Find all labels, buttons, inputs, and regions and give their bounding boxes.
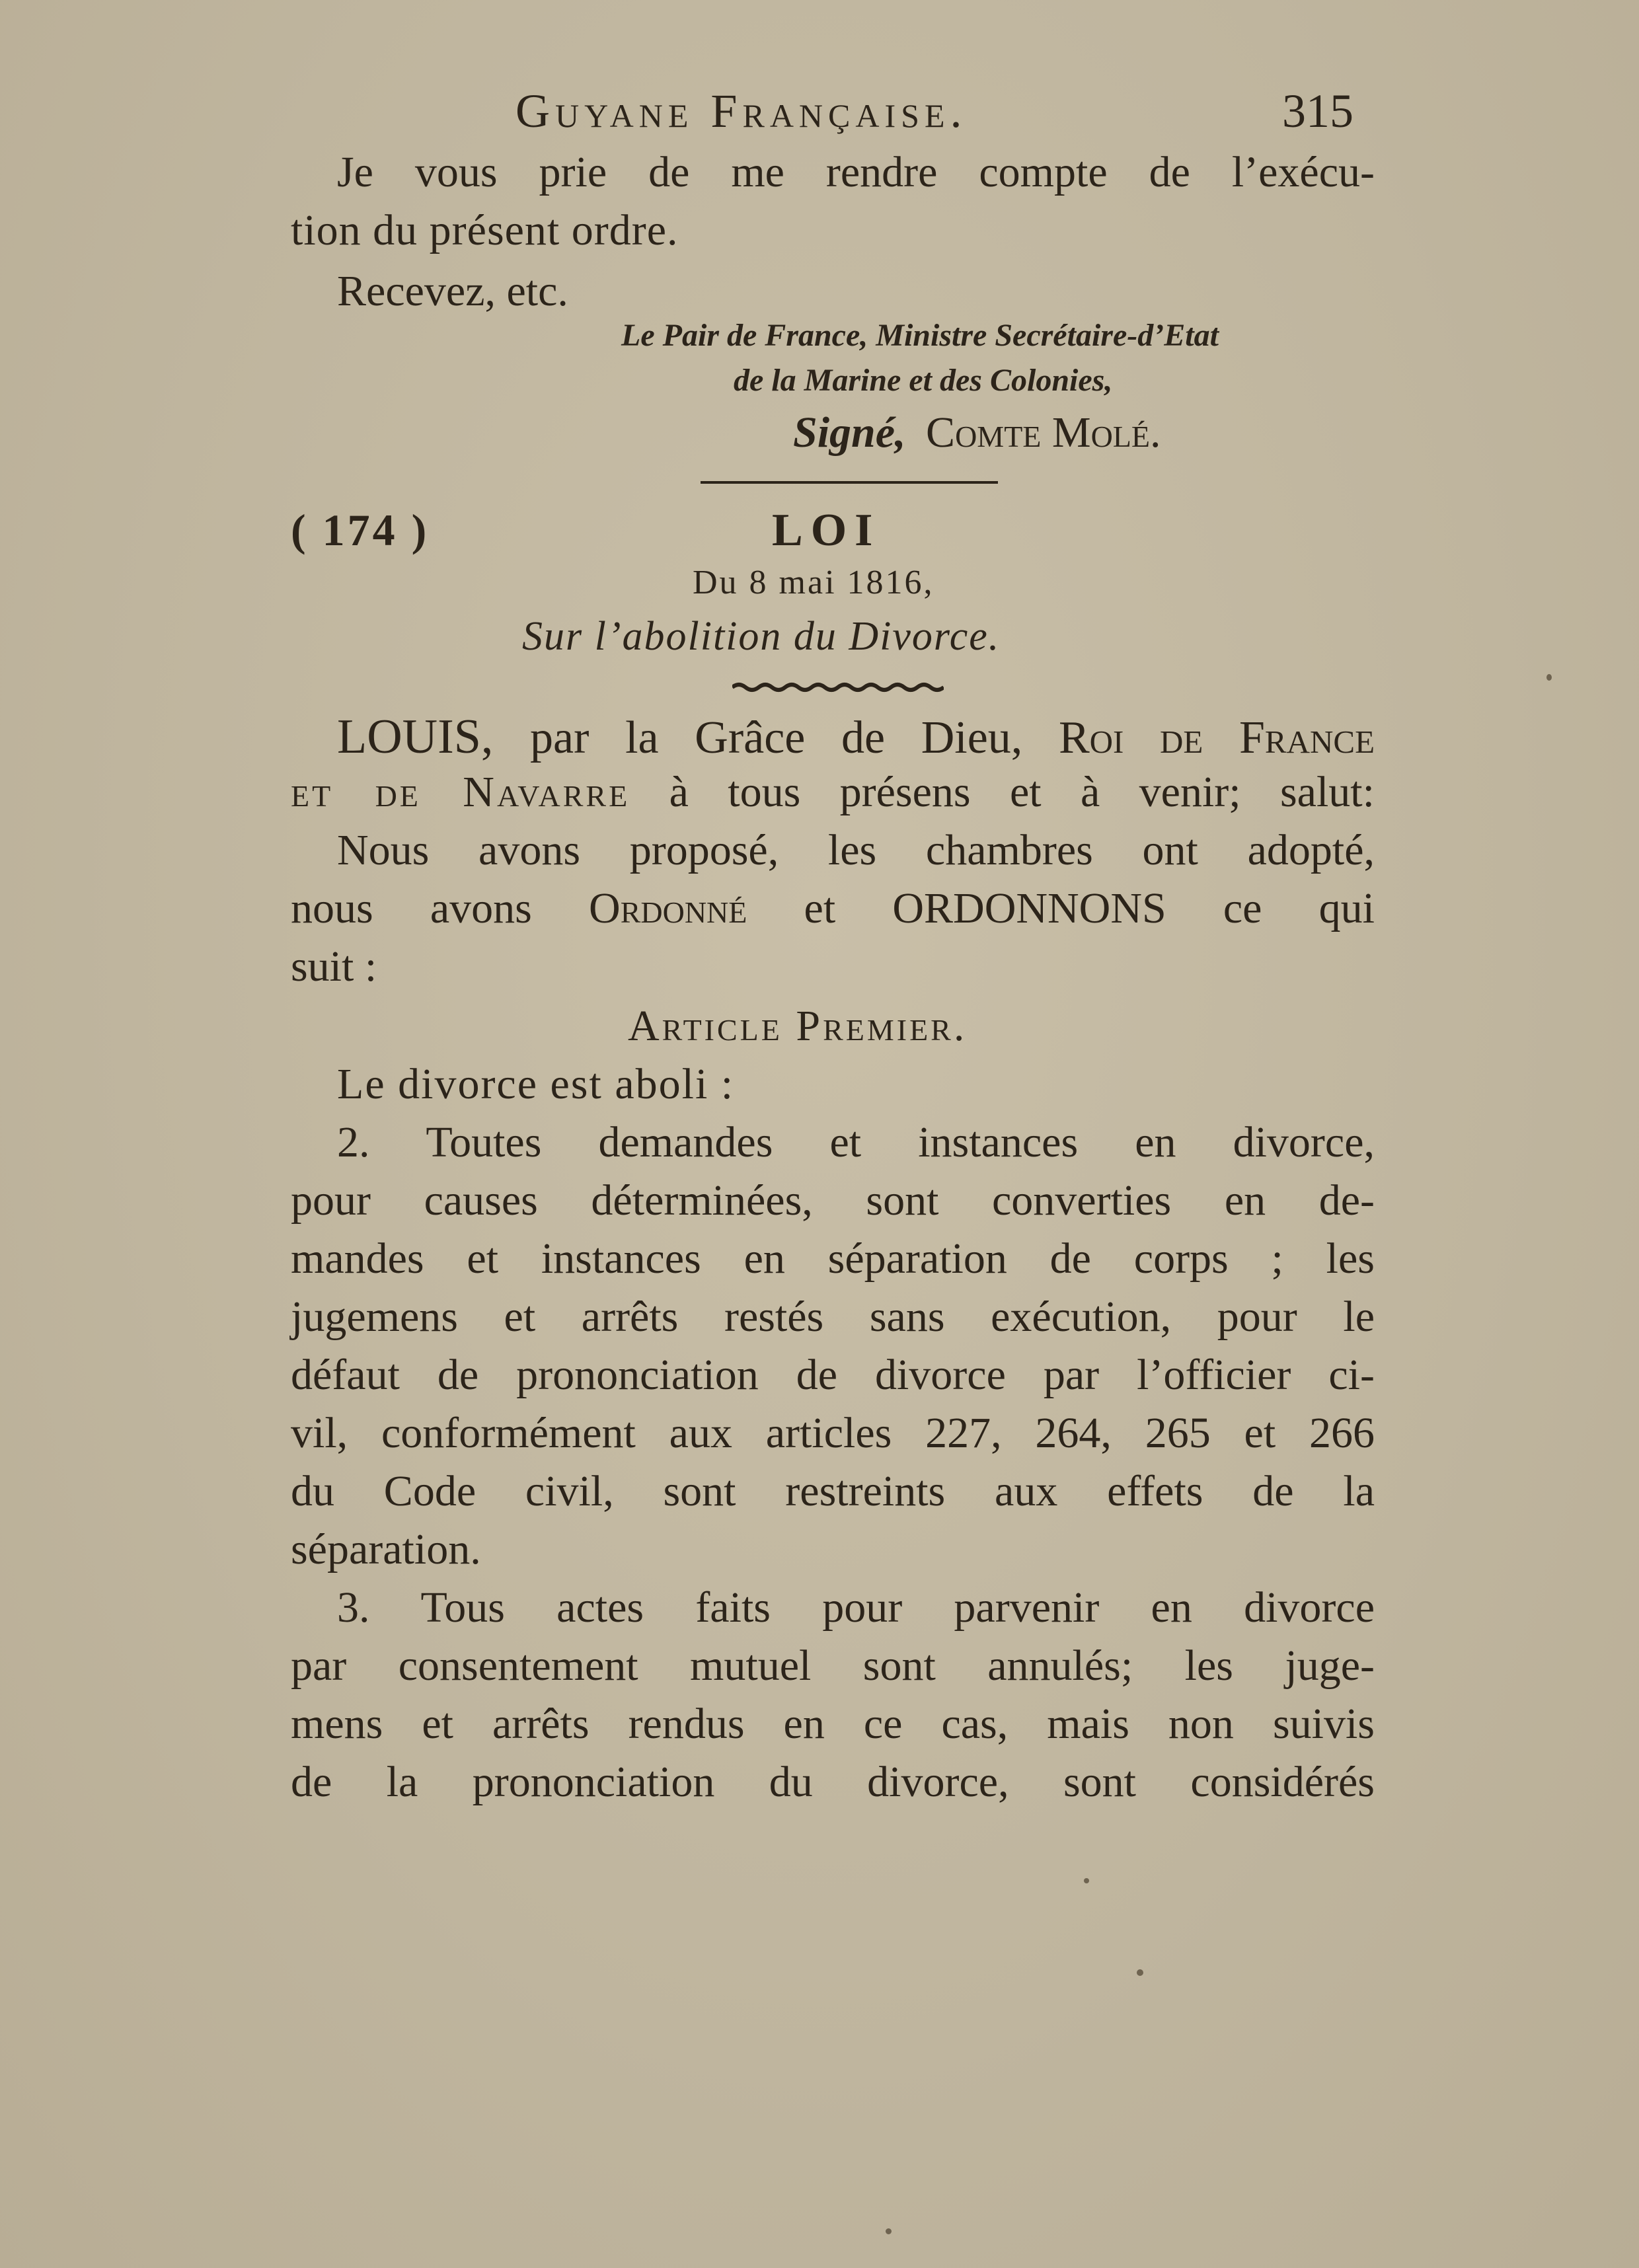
ornamental-rule (732, 681, 944, 694)
law-number: ( 174 ) (291, 505, 430, 555)
article-2-line: 2. Toutes demandes et instances en divorce, (337, 1118, 1375, 1166)
preamble-text: à tous présens et à venir; salut: (630, 768, 1375, 816)
paper-speck (1546, 674, 1552, 681)
paper-speck (886, 2228, 892, 2234)
law-date: Du 8 mai 1816, (693, 564, 934, 601)
text-line: Je vous prie de me rendre compte de l’exécu- (337, 148, 1375, 196)
article-title: Article Premier. (628, 1002, 968, 1050)
ordonne: Ordonné (589, 884, 747, 932)
article-2-line: vil, conformément aux articles 227, 264, 265 et 266 (291, 1409, 1375, 1457)
article-2-line: jugemens et arrêts restés sans exécution, pour le (291, 1293, 1375, 1341)
signature-title: de la Marine et des Colonies, (734, 363, 1113, 398)
article-2-line: mandes et instances en séparation de corps ; les (291, 1234, 1375, 1283)
signed-name: Comte Molé. (926, 408, 1161, 457)
article-2-line: du Code civil, sont restreints aux effets de la (291, 1467, 1375, 1515)
king-name: LOUIS, (337, 710, 531, 764)
article-2-line: séparation. (291, 1525, 481, 1573)
article-3-line: de la prononciation du divorce, sont considérés (291, 1758, 1375, 1806)
article-2-line: pour causes déterminées, sont converties en de- (291, 1176, 1375, 1225)
signature-title: Le Pair de France, Ministre Secrétaire-d’Etat (621, 318, 1219, 353)
law-heading: LOI (772, 505, 881, 556)
preamble-line: Nous avons proposé, les chambres ont adopté, (337, 826, 1375, 874)
signature (793, 408, 1161, 457)
text-line: tion du présent ordre. (291, 206, 679, 254)
separator-rule (701, 481, 998, 484)
law-subject: Sur l’abolition du Divorce. (522, 614, 1001, 659)
closing-formula: Recevez, etc. (337, 267, 568, 315)
paper-speck (1137, 1969, 1143, 1976)
preamble-text: par la Grâce de Dieu, (530, 712, 1059, 763)
royal-title: Roi de France (1058, 712, 1375, 763)
running-title: Guyane Française. (515, 85, 968, 137)
preamble-line (291, 768, 1375, 816)
preamble-text: et ORDONNONS ce qui (747, 884, 1375, 932)
signed-label: Signé, (793, 408, 906, 457)
article-1: Le divorce est aboli : (337, 1060, 735, 1108)
article-3-line: par consentement mutuel sont annulés; les juge- (291, 1642, 1375, 1690)
article-3-line: mens et arrêts rendus en ce cas, mais non suivis (291, 1700, 1375, 1748)
preamble-line (291, 884, 1375, 932)
preamble-line: suit : (291, 942, 377, 991)
article-2-line: défaut de prononciation de divorce par l’officier ci- (291, 1351, 1375, 1399)
paper-speck (1084, 1878, 1089, 1883)
preamble-line (337, 710, 1375, 764)
page-number: 315 (1282, 85, 1353, 137)
preamble-text: nous avons (291, 884, 590, 932)
article-3-line: 3. Tous actes faits pour parvenir en divorce (337, 1583, 1375, 1632)
royal-title: et de Navarre (291, 768, 630, 816)
